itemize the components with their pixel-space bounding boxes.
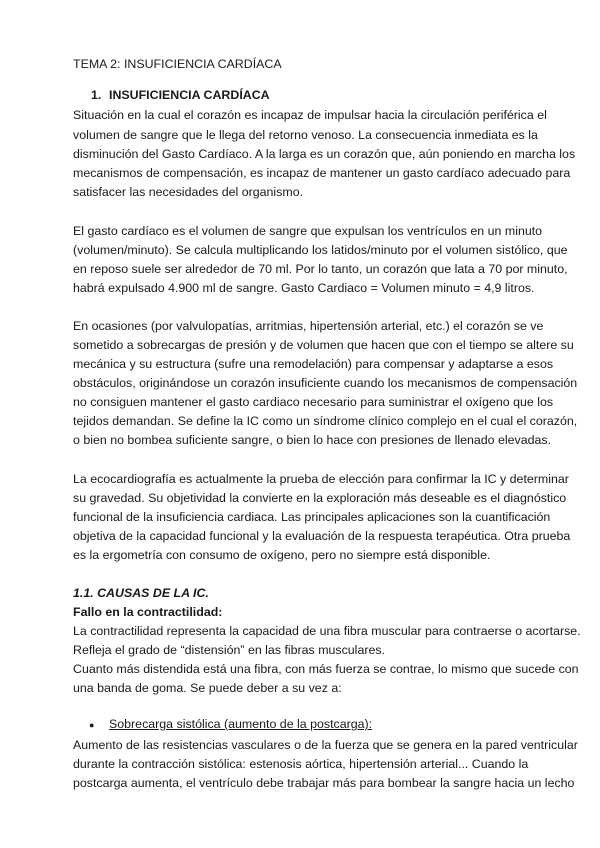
paragraph-line: disminución del Gasto Cardíaco. A la larga es un corazón que, aún poniendo en marcha los	[73, 147, 576, 161]
paragraph-line: habrá expulsado 4.900 ml de sangre. Gasto Cardiaco = Volumen minuto = 4,9 litros.	[73, 281, 535, 295]
paragraph-line: Cuanto más distendida está una fibra, con más fuerza se contrae, lo mismo que sucede con	[73, 662, 579, 676]
paragraph-line: tejidos demandan. Se define la IC como un síndrome clínico complejo en el cual el corazón,	[73, 414, 578, 428]
bullet-item: Sobrecarga sistólica (aumento de la postcarga):	[109, 717, 373, 731]
paragraph-line: (volumen/minuto). Se calcula multiplicando los latidos/minuto por el volumen sistólico, que	[73, 243, 568, 257]
paragraph-line: Refleja el grado de “distensión” en las fibras musculares.	[73, 643, 385, 657]
paragraph-line: El gasto cardíaco es el volumen de sangre que expulsan los ventrículos en un minuto	[73, 224, 543, 238]
paragraph-line: es la ergometría con consumo de oxígeno, pero no siempre está disponible.	[73, 548, 491, 562]
bullet-icon: ●	[89, 720, 95, 730]
paragraph-line: no consiguen mantener el gasto cardiaco necesario para suministrar el oxígeno que los	[73, 395, 554, 409]
paragraph-line: satisfacer las necesidades del organismo.	[73, 185, 304, 199]
paragraph-line: La contractilidad representa la capacidad de una fibra muscular para contraerse o acortarse.	[73, 624, 581, 638]
paragraph-line: durante la contracción sistólica: estenosis aórtica, hipertensión arterial... Cuando la	[73, 757, 529, 771]
section-number: 1.	[91, 88, 102, 102]
section-title: INSUFICIENCIA CARDÍACA	[109, 88, 270, 102]
paragraph-line: volumen de sangre que le llega del retorno venoso. La consecuencia inmediata es la	[73, 128, 538, 142]
paragraph-line: en reposo suele ser alrededor de 70 ml. Por lo tanto, un corazón que lata a 70 por minuto,	[73, 262, 568, 276]
paragraph-line: su gravedad. Su objetividad la convierte en la exploración más deseable es el diagnóstico	[73, 491, 567, 505]
paragraph-line: En ocasiones (por valvulopatías, arritmias, hipertensión arterial, etc.) el corazón se ve	[73, 319, 544, 333]
paragraph-line: objetiva de la capacidad funcional y la evaluación de la respuesta terapéutica. Otra prueba	[73, 529, 571, 543]
paragraph-line: La ecocardiografía es actualmente la prueba de elección para confirmar la IC y determinar	[73, 472, 569, 486]
paragraph-line: sometido a sobrecargas de presión y de volumen que hacen que con el tiempo se altere su	[73, 338, 574, 352]
paragraph-line: obstáculos, originándose un corazón insuficiente cuando los mecanismos de compensación	[73, 376, 578, 390]
subsection-subtitle: Fallo en la contractilidad:	[73, 605, 223, 619]
paragraph-line: postcarga aumenta, el ventrículo debe trabajar más para bombear la sangre hacia un lecho	[73, 776, 575, 790]
paragraph-line: una banda de goma. Se puede deber a su vez a:	[73, 681, 342, 695]
paragraph-line: o bien no bombea suficiente sangre, o bien lo hace con presiones de llenado elevadas.	[73, 433, 552, 447]
paragraph-line: mecanismos de compensación, es incapaz de mantener un gasto cardíaco adecuado para	[73, 166, 571, 180]
paragraph-line: funcional de la insuficiencia cardiaca. Las principales aplicaciones son la cuantificación	[73, 510, 551, 524]
paragraph-line: mecánica y su estructura (sufre una remodelación) para compensar y adaptarse a esos	[73, 357, 554, 371]
document-header: TEMA 2: INSUFICIENCIA CARDÍACA	[73, 57, 282, 71]
subsection-title: 1.1. CAUSAS DE LA IC.	[73, 586, 209, 600]
paragraph-line: Aumento de las resistencias vasculares o de la fuerza que se genera en la pared ventricular	[73, 738, 578, 752]
paragraph-line: Situación en la cual el corazón es incapaz de impulsar hacia la circulación periférica el	[73, 108, 547, 122]
